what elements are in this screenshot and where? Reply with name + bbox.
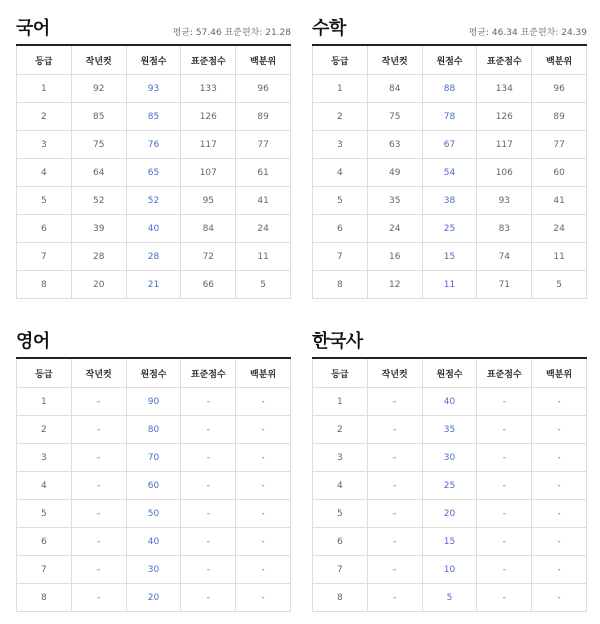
raw-score-cell: 5	[422, 584, 477, 612]
column-header: 등급	[313, 358, 368, 388]
table-row	[313, 556, 587, 584]
grade-cell: 7	[313, 556, 368, 584]
standard-score-cell: 107	[181, 159, 236, 187]
grade-cell: 8	[313, 271, 368, 299]
grade-cell: 5	[313, 187, 368, 215]
column-header: 백분위	[532, 45, 587, 75]
percentile-cell: 77	[532, 131, 587, 159]
panel-title: 한국사	[312, 331, 363, 352]
english-panel	[16, 325, 291, 612]
raw-score-cell: 15	[422, 528, 477, 556]
percentile-cell: -	[532, 416, 587, 444]
table-row	[313, 416, 587, 444]
standard-score-cell: 95	[181, 187, 236, 215]
last-year-cut-cell: -	[71, 472, 126, 500]
panel-title: 영어	[16, 331, 50, 352]
table-row	[313, 528, 587, 556]
grade-cell: 6	[313, 528, 368, 556]
grade-cell: 1	[17, 75, 72, 103]
last-year-cut-cell: -	[367, 584, 422, 612]
table-row	[17, 187, 291, 215]
percentile-cell: 77	[236, 131, 291, 159]
standard-score-cell: 133	[181, 75, 236, 103]
raw-score-cell: 80	[126, 416, 181, 444]
panel-title: 수학	[312, 18, 346, 39]
last-year-cut-cell: 75	[71, 131, 126, 159]
raw-score-cell: 78	[422, 103, 477, 131]
raw-score-cell: 85	[126, 103, 181, 131]
standard-score-cell: -	[477, 444, 532, 472]
table-row	[17, 243, 291, 271]
last-year-cut-cell: -	[71, 528, 126, 556]
grade-cell: 2	[313, 103, 368, 131]
grade-cell: 5	[17, 500, 72, 528]
column-header: 백분위	[236, 45, 291, 75]
raw-score-cell: 30	[422, 444, 477, 472]
last-year-cut-cell: 20	[71, 271, 126, 299]
standard-score-cell: -	[477, 556, 532, 584]
column-header: 표준점수	[181, 45, 236, 75]
percentile-cell: 5	[532, 271, 587, 299]
table-row	[313, 75, 587, 103]
standard-score-cell: 117	[477, 131, 532, 159]
raw-score-cell: 70	[126, 444, 181, 472]
column-header: 등급	[17, 358, 72, 388]
column-header: 백분위	[532, 358, 587, 388]
grade-cell: 7	[313, 243, 368, 271]
standard-score-cell: 72	[181, 243, 236, 271]
raw-score-cell: 15	[422, 243, 477, 271]
percentile-cell: -	[532, 528, 587, 556]
last-year-cut-cell: -	[367, 556, 422, 584]
raw-score-cell: 38	[422, 187, 477, 215]
table-row	[17, 388, 291, 416]
grade-table	[16, 357, 291, 612]
table-row	[17, 271, 291, 299]
percentile-cell: -	[532, 500, 587, 528]
column-header: 원점수	[422, 45, 477, 75]
table-row	[17, 500, 291, 528]
grade-cell: 6	[17, 215, 72, 243]
standard-score-cell: 126	[477, 103, 532, 131]
table-header-row	[313, 45, 587, 75]
percentile-cell: 11	[236, 243, 291, 271]
percentile-cell: -	[236, 528, 291, 556]
column-header: 작년컷	[367, 45, 422, 75]
raw-score-cell: 65	[126, 159, 181, 187]
percentile-cell: 24	[236, 215, 291, 243]
table-row	[313, 388, 587, 416]
raw-score-cell: 67	[422, 131, 477, 159]
table-row	[313, 500, 587, 528]
column-header: 작년컷	[71, 45, 126, 75]
grade-cell: 3	[313, 444, 368, 472]
panel-title: 국어	[16, 18, 50, 39]
standard-score-cell: 71	[477, 271, 532, 299]
grade-cell: 2	[313, 416, 368, 444]
last-year-cut-cell: 24	[367, 215, 422, 243]
table-row	[313, 159, 587, 187]
column-header: 작년컷	[71, 358, 126, 388]
korean-panel	[16, 12, 291, 299]
standard-score-cell: -	[477, 584, 532, 612]
grade-cell: 5	[17, 187, 72, 215]
last-year-cut-cell: -	[367, 416, 422, 444]
standard-score-cell: 117	[181, 131, 236, 159]
korean-history-panel	[312, 325, 587, 612]
percentile-cell: 5	[236, 271, 291, 299]
standard-score-cell: -	[181, 556, 236, 584]
raw-score-cell: 20	[422, 500, 477, 528]
panel-header	[16, 12, 291, 44]
raw-score-cell: 40	[126, 528, 181, 556]
table-row	[313, 271, 587, 299]
grade-cell: 7	[17, 556, 72, 584]
table-row	[17, 528, 291, 556]
percentile-cell: -	[532, 556, 587, 584]
column-header: 작년컷	[367, 358, 422, 388]
last-year-cut-cell: 85	[71, 103, 126, 131]
grade-cell: 3	[313, 131, 368, 159]
percentile-cell: -	[236, 388, 291, 416]
standard-score-cell: -	[181, 416, 236, 444]
last-year-cut-cell: -	[71, 388, 126, 416]
raw-score-cell: 25	[422, 472, 477, 500]
last-year-cut-cell: -	[367, 444, 422, 472]
last-year-cut-cell: 12	[367, 271, 422, 299]
raw-score-cell: 11	[422, 271, 477, 299]
raw-score-cell: 30	[126, 556, 181, 584]
column-header: 원점수	[126, 358, 181, 388]
grade-cell: 5	[313, 500, 368, 528]
percentile-cell: -	[532, 584, 587, 612]
column-header: 등급	[17, 45, 72, 75]
grade-cell: 7	[17, 243, 72, 271]
last-year-cut-cell: 28	[71, 243, 126, 271]
raw-score-cell: 25	[422, 215, 477, 243]
table-header-row	[17, 45, 291, 75]
table-row	[17, 131, 291, 159]
panel-stats: 평균: 57.46 표준편차: 21.28	[172, 28, 291, 38]
grade-table	[312, 357, 587, 612]
table-row	[17, 584, 291, 612]
standard-score-cell: -	[477, 500, 532, 528]
table-row	[313, 187, 587, 215]
percentile-cell: 41	[236, 187, 291, 215]
percentile-cell: 41	[532, 187, 587, 215]
table-row	[17, 159, 291, 187]
table-row	[17, 75, 291, 103]
standard-score-cell: -	[181, 472, 236, 500]
standard-score-cell: -	[181, 388, 236, 416]
last-year-cut-cell: -	[71, 444, 126, 472]
percentile-cell: 89	[532, 103, 587, 131]
raw-score-cell: 60	[126, 472, 181, 500]
last-year-cut-cell: 49	[367, 159, 422, 187]
grade-cell: 8	[17, 584, 72, 612]
grade-cell: 1	[17, 388, 72, 416]
column-header: 원점수	[422, 358, 477, 388]
raw-score-cell: 88	[422, 75, 477, 103]
table-row	[313, 444, 587, 472]
grade-table	[16, 44, 291, 299]
raw-score-cell: 93	[126, 75, 181, 103]
last-year-cut-cell: 63	[367, 131, 422, 159]
percentile-cell: 96	[236, 75, 291, 103]
table-header-row	[17, 358, 291, 388]
grade-cell: 4	[313, 472, 368, 500]
column-header: 등급	[313, 45, 368, 75]
column-header: 표준점수	[181, 358, 236, 388]
percentile-cell: -	[236, 416, 291, 444]
raw-score-cell: 40	[422, 388, 477, 416]
column-header: 표준점수	[477, 358, 532, 388]
last-year-cut-cell: -	[367, 500, 422, 528]
grade-cell: 1	[313, 75, 368, 103]
table-row	[313, 103, 587, 131]
percentile-cell: -	[236, 584, 291, 612]
table-row	[313, 243, 587, 271]
panel-header	[312, 325, 587, 357]
grade-cell: 8	[17, 271, 72, 299]
grade-cell: 8	[313, 584, 368, 612]
grade-cell: 2	[17, 103, 72, 131]
percentile-cell: -	[236, 556, 291, 584]
last-year-cut-cell: 92	[71, 75, 126, 103]
grade-cell: 6	[17, 528, 72, 556]
last-year-cut-cell: -	[71, 500, 126, 528]
grade-cell: 4	[17, 159, 72, 187]
last-year-cut-cell: 84	[367, 75, 422, 103]
standard-score-cell: -	[477, 472, 532, 500]
grade-cell: 2	[17, 416, 72, 444]
raw-score-cell: 20	[126, 584, 181, 612]
table-row	[17, 444, 291, 472]
standard-score-cell: 93	[477, 187, 532, 215]
table-row	[313, 472, 587, 500]
standard-score-cell: 74	[477, 243, 532, 271]
table-row	[313, 584, 587, 612]
grade-cell: 4	[313, 159, 368, 187]
last-year-cut-cell: -	[367, 472, 422, 500]
percentile-cell: 24	[532, 215, 587, 243]
column-header: 원점수	[126, 45, 181, 75]
panel-header	[16, 325, 291, 357]
last-year-cut-cell: 35	[367, 187, 422, 215]
standard-score-cell: -	[477, 388, 532, 416]
panel-stats: 평균: 46.34 표준편차: 24.39	[468, 28, 587, 38]
grade-cell: 1	[313, 388, 368, 416]
standard-score-cell: 134	[477, 75, 532, 103]
panel-header	[312, 12, 587, 44]
raw-score-cell: 52	[126, 187, 181, 215]
standard-score-cell: -	[181, 444, 236, 472]
last-year-cut-cell: 39	[71, 215, 126, 243]
column-header: 표준점수	[477, 45, 532, 75]
table-header-row	[313, 358, 587, 388]
standard-score-cell: 106	[477, 159, 532, 187]
math-panel	[312, 12, 587, 299]
last-year-cut-cell: 52	[71, 187, 126, 215]
raw-score-cell: 10	[422, 556, 477, 584]
last-year-cut-cell: -	[71, 416, 126, 444]
table-row	[313, 131, 587, 159]
table-row	[313, 215, 587, 243]
raw-score-cell: 35	[422, 416, 477, 444]
standard-score-cell: -	[477, 528, 532, 556]
raw-score-cell: 28	[126, 243, 181, 271]
table-row	[17, 215, 291, 243]
grade-table	[312, 44, 587, 299]
percentile-cell: 11	[532, 243, 587, 271]
percentile-cell: -	[532, 388, 587, 416]
percentile-cell: -	[236, 500, 291, 528]
raw-score-cell: 50	[126, 500, 181, 528]
last-year-cut-cell: 64	[71, 159, 126, 187]
percentile-cell: 96	[532, 75, 587, 103]
raw-score-cell: 76	[126, 131, 181, 159]
table-row	[17, 472, 291, 500]
percentile-cell: 89	[236, 103, 291, 131]
last-year-cut-cell: -	[71, 584, 126, 612]
percentile-cell: -	[532, 472, 587, 500]
raw-score-cell: 40	[126, 215, 181, 243]
table-row	[17, 103, 291, 131]
percentile-cell: 60	[532, 159, 587, 187]
standard-score-cell: -	[477, 416, 532, 444]
last-year-cut-cell: -	[367, 528, 422, 556]
last-year-cut-cell: -	[71, 556, 126, 584]
percentile-cell: 61	[236, 159, 291, 187]
percentile-cell: -	[236, 472, 291, 500]
grade-cell: 4	[17, 472, 72, 500]
standard-score-cell: -	[181, 500, 236, 528]
standard-score-cell: 126	[181, 103, 236, 131]
standard-score-cell: 66	[181, 271, 236, 299]
grade-cell: 3	[17, 444, 72, 472]
column-header: 백분위	[236, 358, 291, 388]
raw-score-cell: 90	[126, 388, 181, 416]
raw-score-cell: 54	[422, 159, 477, 187]
raw-score-cell: 21	[126, 271, 181, 299]
last-year-cut-cell: 16	[367, 243, 422, 271]
last-year-cut-cell: 75	[367, 103, 422, 131]
last-year-cut-cell: -	[367, 388, 422, 416]
percentile-cell: -	[236, 444, 291, 472]
grade-cell: 6	[313, 215, 368, 243]
table-row	[17, 556, 291, 584]
standard-score-cell: 83	[477, 215, 532, 243]
standard-score-cell: -	[181, 584, 236, 612]
standard-score-cell: -	[181, 528, 236, 556]
percentile-cell: -	[532, 444, 587, 472]
standard-score-cell: 84	[181, 215, 236, 243]
grade-cell: 3	[17, 131, 72, 159]
table-row	[17, 416, 291, 444]
